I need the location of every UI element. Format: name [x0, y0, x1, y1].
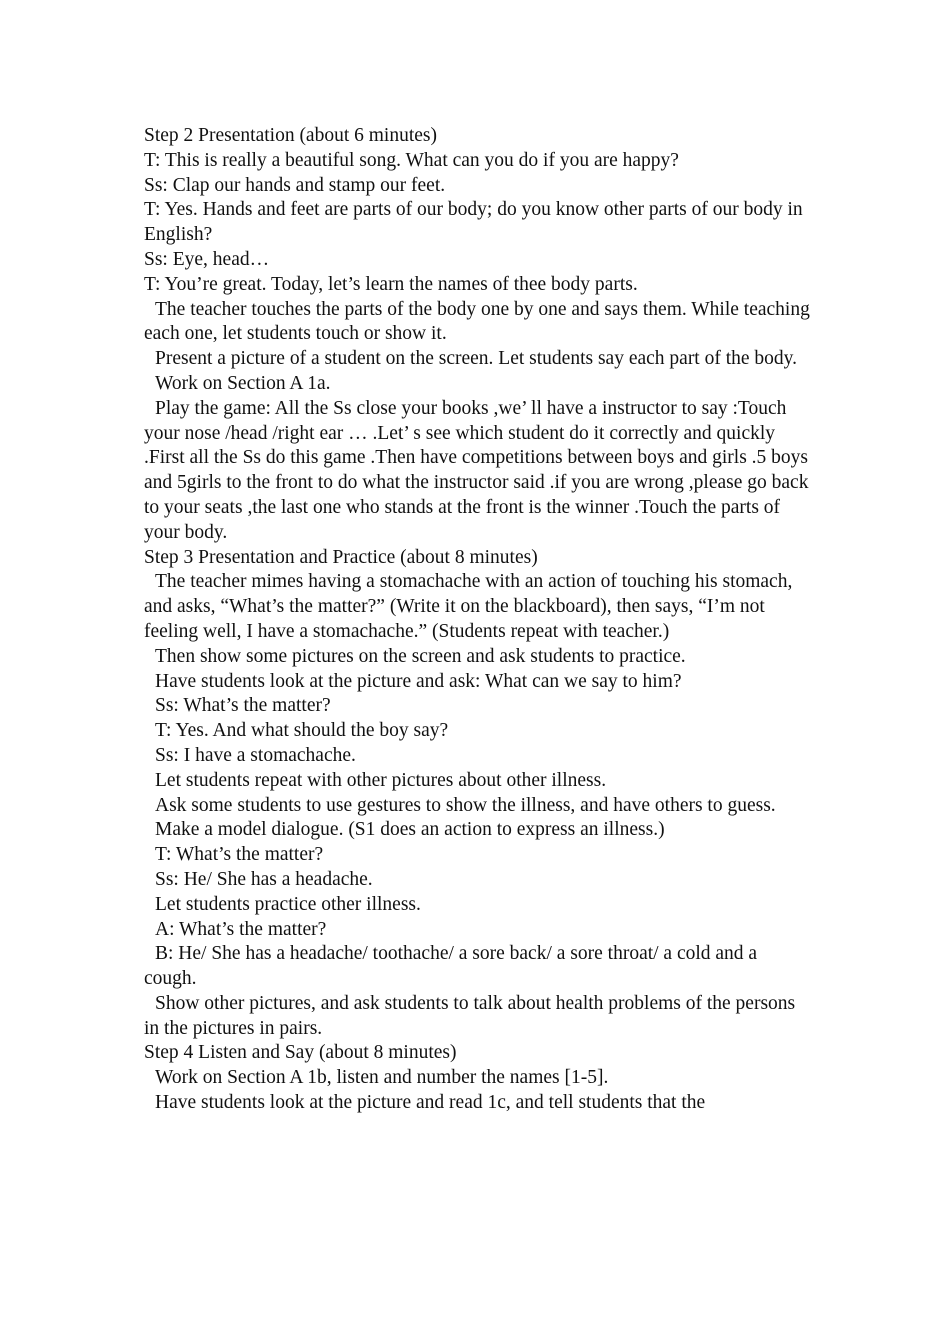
- paragraph: Work on Section A 1a.: [155, 372, 331, 394]
- paragraph: T: You’re great. Today, let’s learn the names of thee body parts.: [144, 273, 638, 295]
- paragraph: Let students repeat with other pictures about other illness.: [155, 769, 607, 791]
- paragraph: T: Yes. And what should the boy say?: [155, 720, 449, 742]
- paragraph: Step 2 Presentation (about 6 minutes): [144, 125, 437, 146]
- paragraph: A: What’s the matter?: [155, 918, 327, 940]
- paragraph: Present a picture of a student on the screen. Let students say each part of the body.: [155, 348, 798, 370]
- paragraph: Show other pictures, and ask students to talk about health problems of the persons in the pictures in pairs.: [144, 992, 796, 1039]
- paragraph: T: This is really a beautiful song. What can you do if you are happy?: [144, 149, 679, 171]
- document-body: [144, 124, 814, 1116]
- paragraph: B: He/ She has a headache/ toothache/ a sore back/ a sore throat/ a cold and a cough.: [144, 943, 758, 990]
- paragraph: Have students look at the picture and ask: What can we say to him?: [155, 670, 682, 692]
- paragraph: Step 3 Presentation and Practice (about 8 minutes): [144, 546, 538, 568]
- paragraph: Step 4 Listen and Say (about 8 minutes): [144, 1042, 457, 1064]
- paragraph: The teacher mimes having a stomachache with an action of touching his stomach, and asks, “What’s the matter?” (Write it on the blackboard), then says, “I’m not feeling well, I have a stomachache.” (Students repeat with teacher.): [144, 571, 793, 642]
- paragraph: Ss: Clap our hands and stamp our feet.: [144, 174, 446, 196]
- paragraph: Ss: I have a stomachache.: [155, 744, 356, 766]
- paragraph: T: What’s the matter?: [155, 844, 324, 866]
- paragraph: Ss: What’s the matter?: [155, 695, 331, 717]
- paragraph: Then show some pictures on the screen and ask students to practice.: [155, 645, 686, 667]
- paragraph: Play the game: All the Ss close your books ,we’ ll have a instructor to say :Touch your nose /head /right ear … .Let’ s see which student do it correctly and quickly .First all the Ss do this game .Then have competitions between boys and girls .5 boys and 5girls to the front to do what the instructor said .if you are wrong ,please go back to your seats ,the last one who stands at the front is the winner .Touch the parts of your body.: [144, 397, 809, 543]
- paragraph: Make a model dialogue. (S1 does an action to express an illness.): [155, 819, 665, 841]
- paragraph: The teacher touches the parts of the body one by one and says them. While teaching each one, let students touch or show it.: [144, 298, 810, 345]
- paragraph: Let students practice other illness.: [155, 893, 421, 915]
- paragraph: T: Yes. Hands and feet are parts of our body; do you know other parts of our body in English?: [144, 199, 803, 246]
- paragraph: Ask some students to use gestures to show the illness, and have others to guess.: [155, 794, 776, 816]
- paragraph: Ss: Eye, head…: [144, 248, 270, 270]
- paragraph: Ss: He/ She has a headache.: [155, 868, 373, 890]
- paragraph: Have students look at the picture and read 1c, and tell students that the: [155, 1092, 706, 1114]
- paragraph: Work on Section A 1b, listen and number the names [1-5].: [155, 1067, 609, 1089]
